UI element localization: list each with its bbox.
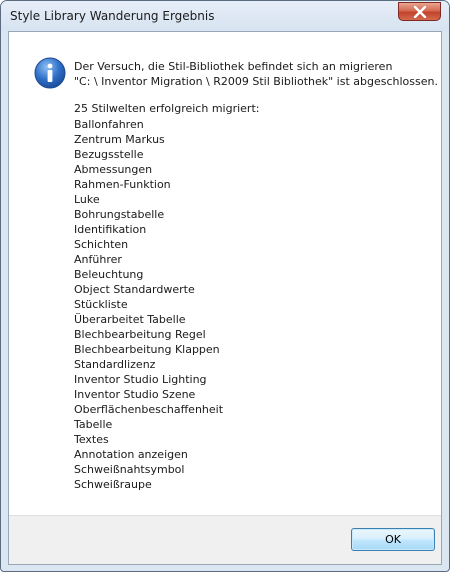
message-line-2: "C: \ Inventor Migration \ R2009 Stil Bibliothek" ist abgeschlossen.	[74, 75, 438, 88]
list-item: Stückliste	[74, 298, 128, 311]
list-item: Schweißraupe	[74, 478, 152, 491]
list-item: Rahmen-Funktion	[74, 178, 171, 191]
list-item: Identifikation	[74, 223, 147, 236]
migrated-styles-list	[74, 117, 223, 492]
list-item: Inventor Studio Szene	[74, 388, 196, 401]
list-item: Überarbeitet Tabelle	[74, 313, 186, 326]
list-item: Luke	[74, 193, 100, 206]
message-area	[9, 32, 441, 518]
list-item: Oberflächenbeschaffenheit	[74, 403, 224, 416]
list-item: Schweißnahtsymbol	[74, 463, 185, 476]
list-item: Annotation anzeigen	[74, 448, 188, 461]
list-item: Textes	[74, 433, 109, 446]
information-icon	[34, 57, 66, 89]
list-item: Blechbearbeitung Regel	[74, 328, 206, 341]
list-item: Object Standardwerte	[74, 283, 195, 296]
list-item: Bohrungstabelle	[74, 208, 165, 221]
window-title: Style Library Wanderung Ergebnis	[10, 9, 215, 23]
migration-summary: 25 Stilwelten erfolgreich migriert:	[74, 102, 260, 115]
list-item: Beleuchtung	[74, 268, 144, 281]
button-bar	[9, 515, 441, 564]
list-item: Blechbearbeitung Klappen	[74, 343, 220, 356]
close-icon	[413, 6, 427, 18]
list-item: Standardlizenz	[74, 358, 156, 371]
list-item: Zentrum Markus	[74, 133, 165, 146]
message-line-1: Der Versuch, die Stil-Bibliothek befindet sich an migrieren	[74, 60, 393, 73]
list-item: Ballonfahren	[74, 118, 144, 131]
title-bar[interactable]	[1, 1, 449, 31]
list-item: Anführer	[74, 253, 122, 266]
close-button[interactable]	[398, 2, 441, 21]
list-item: Abmessungen	[74, 163, 153, 176]
ok-button[interactable]: OK	[351, 528, 435, 551]
list-item: Bezugsstelle	[74, 148, 144, 161]
dialog-client-area	[8, 31, 442, 565]
list-item: Tabelle	[74, 418, 113, 431]
list-item: Inventor Studio Lighting	[74, 373, 207, 386]
list-item: Schichten	[74, 238, 129, 251]
